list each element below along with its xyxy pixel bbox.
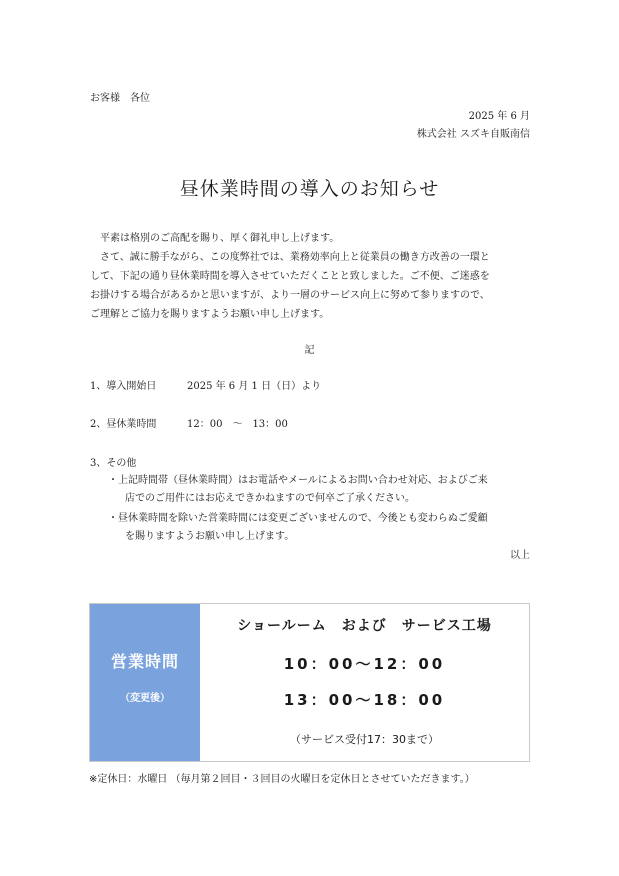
bullet-line: ・上記時間帯（昼休業時間）はお電話やメールによるお問い合わせ対応、およびご来 bbox=[108, 475, 488, 486]
afternoon-hours: 13：00～18：00 bbox=[283, 691, 446, 709]
issue-date: 2025 年 6 月 bbox=[468, 111, 530, 122]
item-value: 2025 年 6 月 1 日（日）より bbox=[187, 381, 322, 392]
bullet-line: 店でのご用件にはお応えできかねますので何卒ご了承ください。 bbox=[125, 493, 415, 504]
item-label: 3、その他 bbox=[90, 458, 137, 469]
closing-mark: 以上 bbox=[510, 550, 530, 561]
ki-heading: 記 bbox=[304, 345, 315, 356]
intro-line: 平素は格別のご高配を賜り、厚く御礼申し上げます。 bbox=[90, 233, 340, 244]
business-hours-label-panel bbox=[90, 604, 200, 761]
morning-hours: 10：00～12：00 bbox=[283, 655, 446, 673]
item-start-date bbox=[90, 381, 321, 393]
intro-paragraph bbox=[90, 229, 535, 324]
item-label: 1、導入開始日 bbox=[90, 381, 157, 392]
holiday-note: ※定休日：水曜日 （毎月第２回目・３回目の火曜日を定休日とさせていただきます。） bbox=[89, 774, 475, 785]
company-name: 株式会社 スズキ自販南信 bbox=[416, 129, 530, 140]
intro-line: して、下記の通り昼休業時間を導入させていただくことと致しました。ご不便、ご迷惑を bbox=[90, 271, 490, 282]
service-reception-note: （サービス受付17：30まで） bbox=[290, 733, 439, 746]
item-label: 2、昼休業時間 bbox=[90, 419, 157, 430]
venue-label: ショールーム および サービス工場 bbox=[237, 618, 492, 634]
item-value: 12：00 ～ 13：00 bbox=[187, 419, 288, 430]
business-hours-detail-panel bbox=[200, 604, 529, 761]
bullet-line: を賜りますようお願い申し上げます。 bbox=[125, 531, 295, 542]
business-hours-box bbox=[89, 603, 530, 762]
notice-title: 昼休業時間の導入のお知らせ bbox=[179, 178, 440, 200]
item-other bbox=[90, 458, 136, 470]
business-hours-heading: 営業時間 bbox=[110, 652, 179, 671]
intro-line: お掛けする場合があるかと思いますが、より一層のサービス向上に努めて参りますので、 bbox=[90, 290, 490, 301]
bullet-line: ・昼休業時間を除いた営業時間には変更ございませんので、今後とも変わらぬご愛顧 bbox=[108, 513, 488, 524]
business-hours-subheading: （変更後） bbox=[120, 693, 170, 704]
intro-line: さて、誠に勝手ながら、この度弊社では、業務効率向上と従業員の働き方改善の一環と bbox=[90, 252, 490, 263]
intro-line: ご理解とご協力を賜りますようお願い申し上げます。 bbox=[90, 309, 330, 320]
item-lunch-break bbox=[90, 419, 288, 431]
addressee: お客様 各位 bbox=[90, 93, 150, 104]
